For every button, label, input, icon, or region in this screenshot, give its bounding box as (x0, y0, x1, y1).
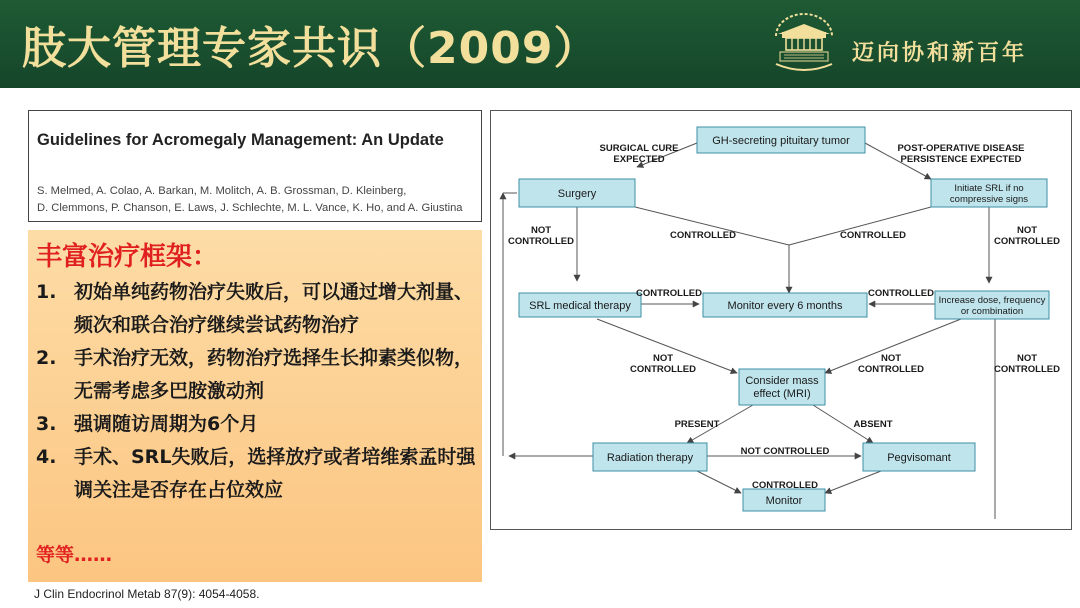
list-item (36, 276, 480, 342)
summary-panel (28, 230, 482, 582)
flowchart (490, 110, 1072, 530)
label-controlled-d: CONTROLLED (994, 236, 1060, 247)
slogan: 迈向协和新百年 (852, 40, 1028, 66)
label-controlled-f: CONTROLLED (868, 288, 934, 299)
label-not-controlled: NOT CONTROLLED (740, 446, 830, 457)
node-monitor (743, 489, 825, 511)
label-not-c: NOT (652, 353, 674, 364)
node-pegvisomant-text: Pegvisomant (887, 452, 951, 464)
node-gh-tumor (697, 127, 865, 153)
node-initiate-text-1: Initiate SRL if no (954, 183, 1024, 194)
paper-title: Guidelines for Acromegaly Management: An Update (37, 131, 444, 149)
authors-line-1: S. Melmed, A. Colao, A. Barkan, M. Molitch, A. B. Grossman, D. Kleinberg, (37, 185, 407, 197)
node-monitor-6-months (703, 293, 867, 317)
label-present: PRESENT (674, 419, 720, 430)
node-surgery (519, 179, 635, 207)
paper-authors (37, 183, 463, 217)
node-mass-effect (739, 369, 825, 405)
slide-title: 肢大管理专家共识（2009） (22, 23, 599, 74)
label-not-d: NOT (880, 353, 902, 364)
label-controlled-j: CONTROLLED (752, 480, 818, 491)
item-number: 2. (36, 347, 57, 369)
label-controlled-c: CONTROLLED (840, 230, 906, 241)
label-postop-1: POST-OPERATIVE DISEASE (897, 143, 1025, 154)
node-monitor6-text: Monitor every 6 months (727, 300, 843, 312)
label-postop-2: PERSISTENCE EXPECTED (900, 154, 1022, 165)
item-number: 4. (36, 446, 57, 468)
node-monitor-text: Monitor (765, 495, 803, 507)
node-srl-therapy (519, 293, 641, 317)
paper-reference-box (28, 110, 482, 222)
label-not-e: NOT (1016, 353, 1038, 364)
title-bar (0, 0, 1080, 88)
label-controlled-i: CONTROLLED (994, 364, 1060, 375)
pumch-logo (768, 12, 840, 78)
node-pegvisomant (863, 443, 975, 471)
label-not-a: NOT (530, 225, 552, 236)
summary-list (36, 276, 480, 507)
label-controlled-g: CONTROLLED (630, 364, 696, 375)
citation: J Clin Endocrinol Metab 87(9): 4054-4058. (34, 587, 260, 601)
flowchart-svg (491, 111, 1071, 529)
item-number: 1. (36, 281, 57, 303)
node-radiation-therapy (593, 443, 707, 471)
etc-text: 等等…… (36, 544, 113, 566)
list-item (36, 441, 480, 507)
item-text: 强调随访周期为6个月 (74, 413, 259, 435)
label-controlled-e: CONTROLLED (636, 288, 702, 299)
authors-line-2: D. Clemmons, P. Chanson, E. Laws, J. Schlechte, M. L. Vance, K. Ho, and A. Giustina (37, 202, 463, 214)
panel-heading: 丰富治疗框架： (36, 242, 219, 272)
label-absent: ABSENT (853, 419, 893, 430)
node-srl-text: SRL medical therapy (529, 300, 631, 312)
list-item (36, 342, 480, 408)
label-not-b: NOT (1016, 225, 1038, 236)
item-text: 手术治疗无效，药物治疗选择生长抑素类似物，无需考虑多巴胺激动剂 (74, 347, 474, 402)
node-surgery-text: Surgery (557, 188, 597, 200)
node-mass-text-2: effect (MRI) (753, 388, 811, 400)
label-controlled-a: CONTROLLED (508, 236, 574, 247)
label-surgical-cure-2: EXPECTED (613, 154, 665, 165)
node-radiation-text: Radiation therapy (606, 452, 694, 464)
edge-radiation-monitor (697, 471, 741, 493)
node-initiate-srl (931, 179, 1047, 207)
label-surgical-cure-1: SURGICAL CURE (599, 143, 679, 154)
item-number: 3. (36, 413, 57, 435)
node-increase-text-2: or combination (960, 306, 1024, 317)
node-increase-text-1: Increase dose, frequency (938, 295, 1046, 306)
node-initiate-text-2: compressive signs (949, 194, 1029, 205)
label-controlled-b: CONTROLLED (670, 230, 736, 241)
node-mass-text-1: Consider mass (745, 375, 819, 387)
edge-pegvisomant-monitor (825, 471, 881, 493)
item-text: 手术、SRL失败后，选择放疗或者培维索孟时强调关注是否存在占位效应 (74, 446, 476, 501)
node-increase-dose (935, 291, 1049, 319)
item-text: 初始单纯药物治疗失败后，可以通过增大剂量、频次和联合治疗继续尝试药物治疗 (74, 281, 474, 336)
label-controlled-h: CONTROLLED (858, 364, 924, 375)
node-gh-tumor-text: GH-secreting pituitary tumor (712, 135, 850, 147)
list-item (36, 408, 480, 441)
